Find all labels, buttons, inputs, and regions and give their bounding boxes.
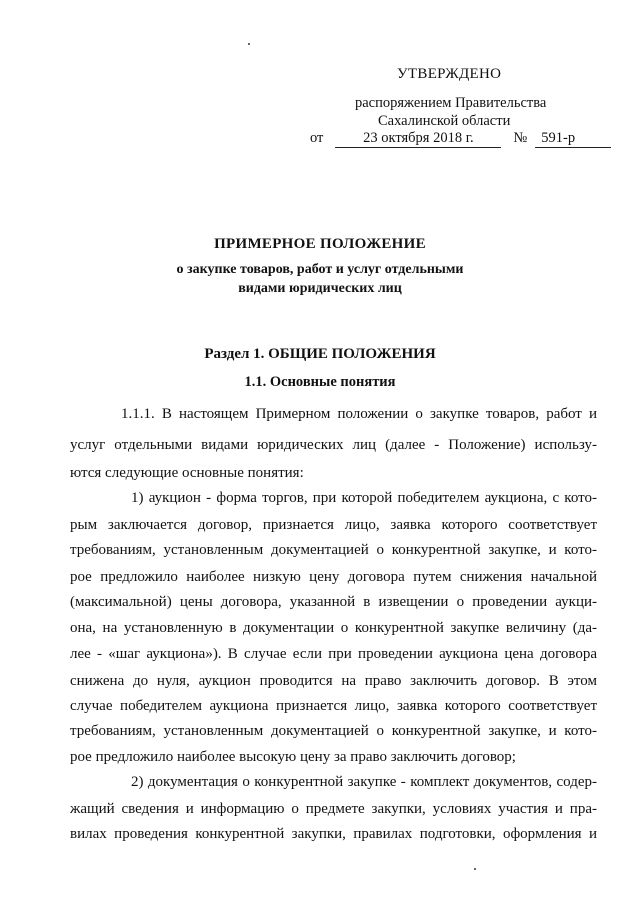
document-subtitle-line2: видами юридических лиц [238, 281, 402, 296]
body-line: вилах проведения конкурентной закупки, правилах подготовки, оформления и [70, 826, 597, 842]
document-subtitle-line1: о закупке товаров, работ и услуг отдельными [176, 262, 464, 277]
approval-authority-line2: Сахалинской области [378, 113, 511, 129]
body-line: требованиям, установленным документацией о конкурентной закупке, и кото- [70, 723, 597, 739]
body-line: лее - «шаг аукциона»). В случае если при проведении аукциона цена договора [70, 646, 597, 662]
body-line: рое предложило наиболее низкую цену договора путем снижения начальной [70, 569, 597, 585]
scan-speck [474, 868, 476, 870]
body-line: услуг отдельными видами юридических лиц (далее - Положение) использу- [70, 437, 597, 453]
section-title: Раздел 1. ОБЩИЕ ПОЛОЖЕНИЯ [204, 346, 436, 362]
body-line: (максимальной) цены договора, указанной в извещении о проведении аукци- [70, 594, 597, 610]
body-line: жащий сведения и информацию о предмете закупки, условиях участия и пра- [70, 801, 597, 817]
body-line: ются следующие основные понятия: [70, 465, 304, 481]
approval-number: 591-р [535, 130, 611, 148]
approval-authority-line1: распоряжением Правительства [355, 95, 547, 111]
number-label: № [513, 130, 528, 146]
subsection-title: 1.1. Основные понятия [244, 374, 396, 390]
document-title: ПРИМЕРНОЕ ПОЛОЖЕНИЕ [214, 236, 426, 252]
body-line: 1.1.1. В настоящем Примерном положении о закупке товаров, работ и [121, 406, 597, 422]
body-line: 2) документация о конкурентной закупке - комплект документов, содер- [131, 774, 597, 790]
body-line: случае победителем аукциона признается лицо, заявка которого соответствует [70, 698, 597, 714]
body-line: требованиям, установленным документацией о конкурентной закупке, и кото- [70, 542, 597, 558]
body-line: она, на установленную в документации о конкурентной закупке величину (да- [70, 620, 597, 636]
body-line: рым заключается договор, признается лицо, заявка которого соответствует [70, 517, 597, 533]
body-line: рое предложило наиболее высокую цену за право заключить договор; [70, 749, 516, 765]
from-label: от [310, 130, 324, 146]
approval-date: 23 октября 2018 г. [335, 130, 501, 148]
body-line: снижена до нуля, аукцион проводится на право заключить договор. В этом [70, 673, 597, 689]
body-line: 1) аукцион - форма торгов, при которой победителем аукциона, с кото- [131, 490, 597, 506]
scan-speck [248, 43, 250, 45]
approval-date-row [310, 130, 611, 148]
approval-heading: УТВЕРЖДЕНО [397, 66, 502, 82]
